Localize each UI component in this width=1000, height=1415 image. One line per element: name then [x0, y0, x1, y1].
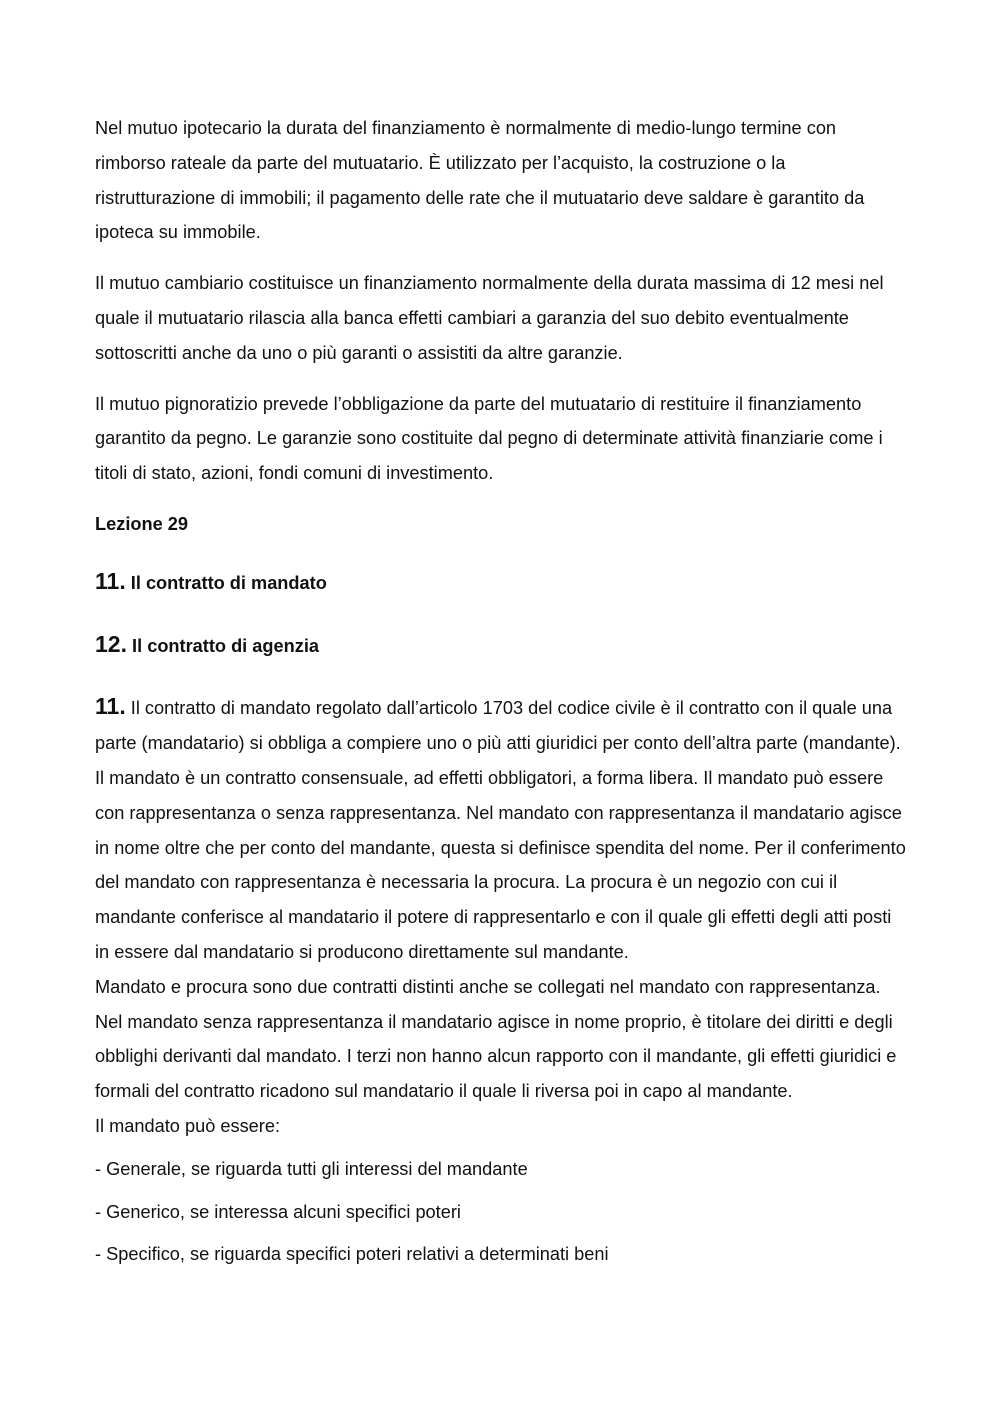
list-item: - Generale, se riguarda tutti gli interessi del mandante [95, 1158, 528, 1179]
section-text: Il contratto di mandato regolato dall’articolo 1703 del codice civile è il contratto con il quale una parte (mandatario) si obbliga a compiere uno o più atti giuridici per conto dell’altra parte (mandante). Il mandato è un contratto consensuale, ad effetti obbligatori, a forma libera. Il mandato può essere con rappresentanza o senza rappresentanza. Nel mandato con rappresentanza il mandatario agisce in nome oltre che per conto del mandante, questa si definisce spendita del nome. Per il conferimento del mandato con rappresentanza è necessaria la procura. La procura è un negozio con cui il mandante conferisce al mandatario il potere di rappresentarlo e con il quale gli effetti degli atti posti in essere dal mandatario si producono direttamente sul mandante. [95, 698, 906, 962]
list-intro: Il mandato può essere: [95, 1115, 281, 1136]
section-mandato-paragraph [95, 689, 907, 969]
heading-mandato [95, 564, 907, 601]
lesson-title: Lezione 29 [95, 513, 188, 534]
paragraph-mutuo-pignoratizio: Il mutuo pignoratizio prevede l’obbligazione da parte del mutuatario di restituire il finanziamento garantito da pegno. Le garanzie sono costituite dal pegno di determinate attività finanziarie come i titoli di stato, azioni, fondi comuni di investimento. [95, 393, 883, 484]
heading-text: Il contratto di agenzia [132, 635, 319, 656]
list-item: - Specifico, se riguarda specifici poteri relativi a determinati beni [95, 1244, 609, 1265]
document-page [95, 111, 907, 1272]
section-mandato-paragraph-2: Mandato e procura sono due contratti distinti anche se collegati nel mandato con rappresentanza. Nel mandato senza rappresentanza il mandatario agisce in nome proprio, è titolare dei diritti e degli obblighi derivanti dal mandato. I terzi non hanno alcun rapporto con il mandante, gli effetti giuridici e formali del contratto ricadono sul mandatario il quale li riversa poi in capo al mandante. [95, 976, 897, 1102]
section-number: 11. [95, 693, 126, 720]
heading-number: 12. [95, 630, 127, 657]
heading-number: 11. [95, 567, 126, 594]
heading-agenzia [95, 627, 907, 664]
list-item: - Generico, se interessa alcuni specifici poteri [95, 1201, 461, 1222]
heading-text: Il contratto di mandato [130, 572, 327, 593]
paragraph-mutuo-cambiario: Il mutuo cambiario costituisce un finanziamento normalmente della durata massima di 12 mesi nel quale il mutuatario rilascia alla banca effetti cambiari a garanzia del suo debito eventualmente sottoscritti anche da uno o più garanti o assistiti da altre garanzie. [95, 273, 884, 363]
paragraph-mutuo-ipotecario: Nel mutuo ipotecario la durata del finanziamento è normalmente di medio-lungo termine con rimborso rateale da parte del mutuatario. È utilizzato per l’acquisto, la costruzione o la ristrutturazione di immobili; il pagamento delle rate che il mutuatario deve saldare è garantito da ipoteca su immobile. [95, 118, 865, 243]
